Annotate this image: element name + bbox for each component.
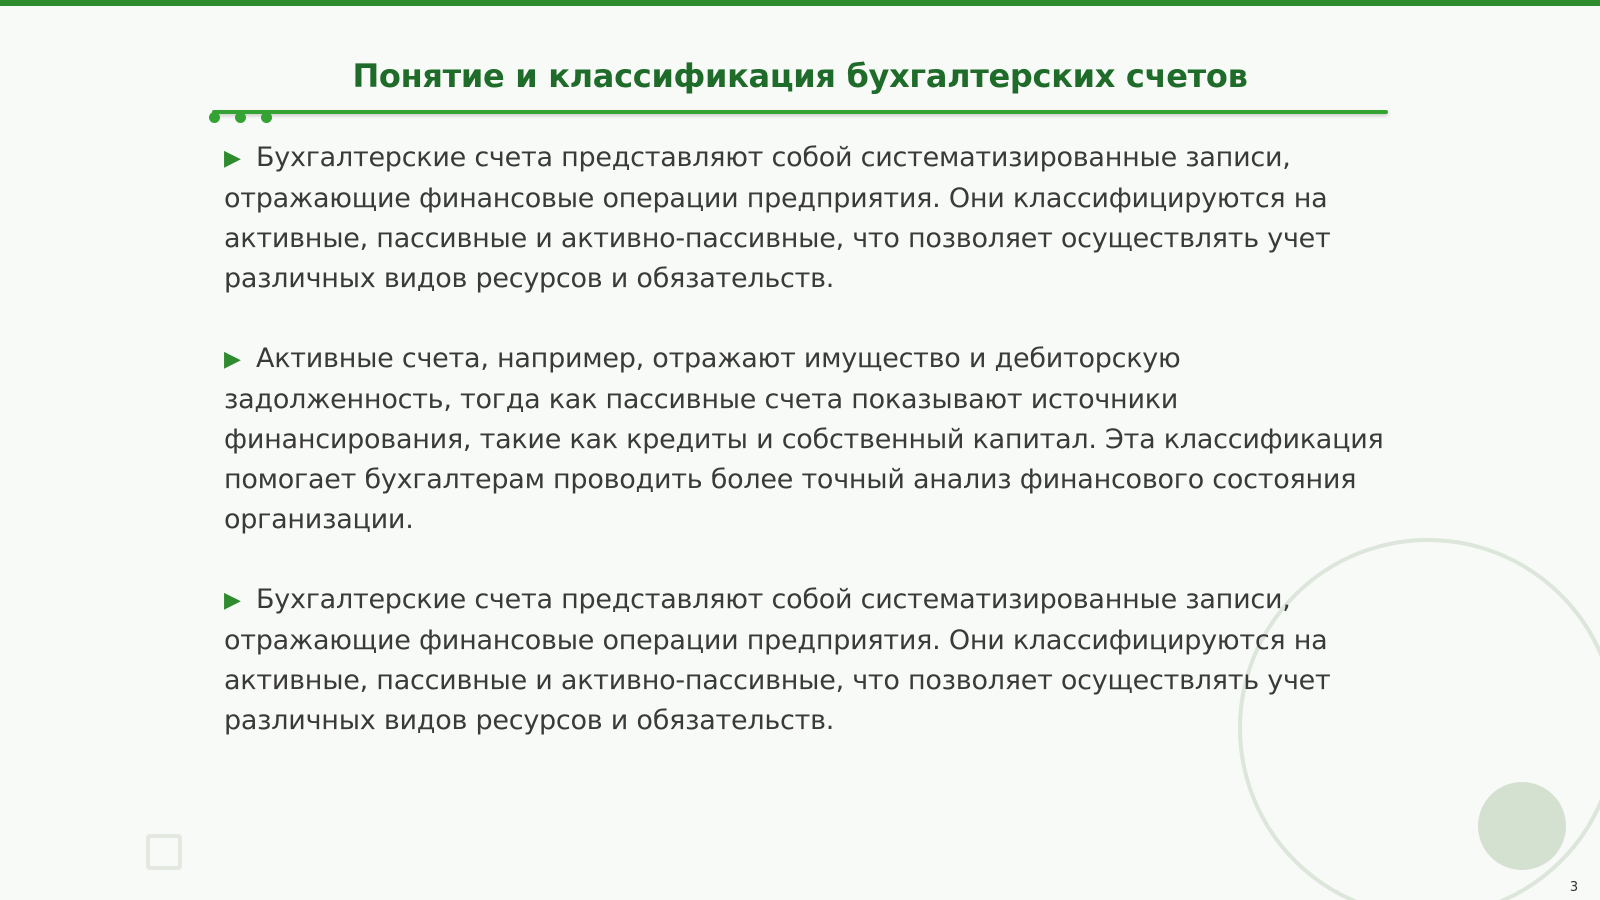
top-accent-bar [0,0,1600,6]
triangle-bullet-icon: ▶ [224,588,241,613]
title-underline [212,110,1388,114]
slide-title: Понятие и классификация бухгалтерских счетов [352,57,1248,95]
decorative-square-outline [146,834,182,870]
bullet-item-3 [224,580,1384,741]
underline-dot-1 [209,112,220,123]
bullet-item-1 [224,138,1384,299]
triangle-bullet-icon: ▶ [224,347,241,372]
underline-dot-3 [261,112,272,123]
bullet-text-3: Бухгалтерские счета представляют собой систематизированные записи, отражающие финансовые операции предприятия. Они классифицируются на активные, пассивные и активно-пассивные, что позволяет осуществлять учет различных видов ресурсов и обязательств. [224,584,1331,736]
bullet-item-2 [224,339,1384,540]
underline-dot-2 [235,112,246,123]
decorative-circle-filled [1478,782,1566,870]
bullet-list [224,138,1384,781]
bullet-text-1: Бухгалтерские счета представляют собой систематизированные записи, отражающие финансовые операции предприятия. Они классифицируются на активные, пассивные и активно-пассивные, что позволяет осуществлять учет различных видов ресурсов и обязательств. [224,142,1331,294]
page-number: 3 [1569,880,1579,895]
bullet-text-2: Активные счета, например, отражают имущество и дебиторскую задолженность, тогда как пассивные счета показывают источники финансирования, такие как кредиты и собственный капитал. Эта классификация помогает бухгалтерам проводить более точный анализ финансового состояния организации. [224,343,1384,535]
triangle-bullet-icon: ▶ [224,146,241,171]
